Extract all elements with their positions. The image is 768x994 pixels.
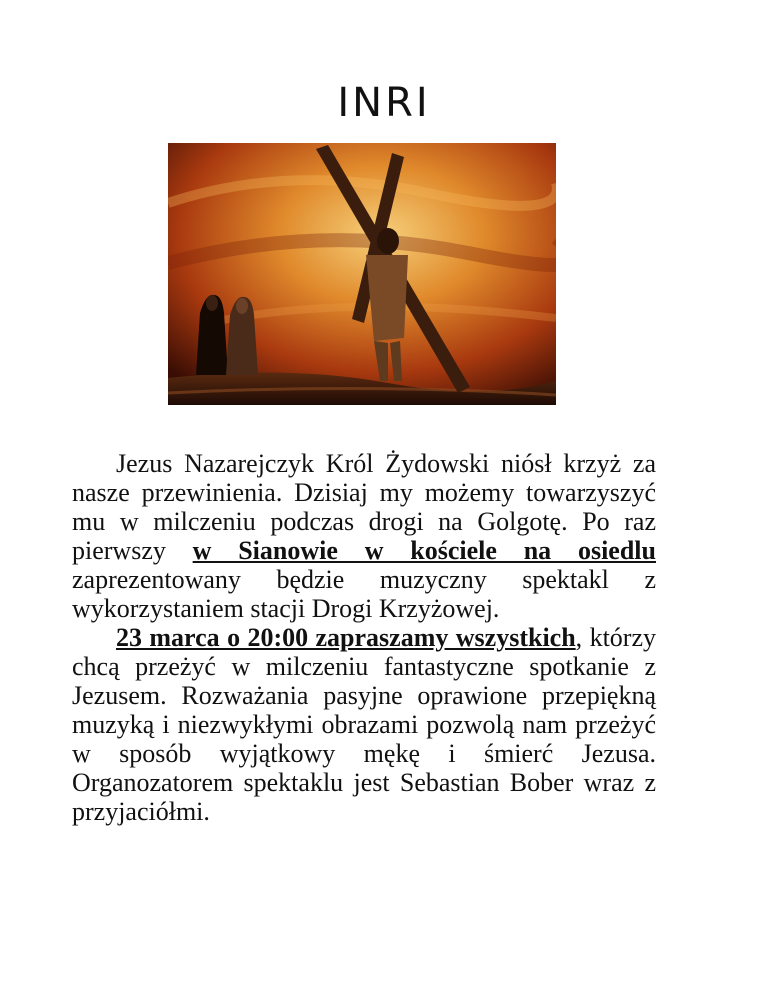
cross-illustration	[168, 143, 556, 405]
page-title: INRI	[337, 80, 431, 126]
paragraph-1-text-a: Jezus Nazarejczyk Król Żydowski niósł krzyż za nasze przewinienia. Dzisiaj my możemy towarzyszyć mu w milczeniu podczas drogi na Golgotę. Po raz pierwszy	[72, 449, 656, 565]
paragraph-2-text: , którzy chcą przeżyć w milczeniu fantastyczne spotkanie z Jezusem. Rozważania pasyjne oprawione przepiękną muzyką i niezwykłymi obrazami pozwolą nam przeżyć w sposób wyjątkowy mękę i śmierć Jezusa. Organozatorem spektaklu jest Sebastian Bober wraz z przyjaciółmi.	[72, 623, 656, 826]
paragraph-1	[72, 449, 656, 623]
paragraph-2	[72, 623, 656, 826]
location-highlight: w Sianowie w kościele na osiedlu	[192, 536, 656, 565]
paragraph-1-text-b: zaprezentowany będzie muzyczny spektakl z wykorzystaniem stacji Drogi Krzyżowej.	[72, 565, 656, 623]
date-highlight: 23 marca o 20:00 zapraszamy wszystkich	[116, 623, 576, 652]
cross-image	[168, 143, 556, 405]
announcement-text	[72, 449, 656, 826]
